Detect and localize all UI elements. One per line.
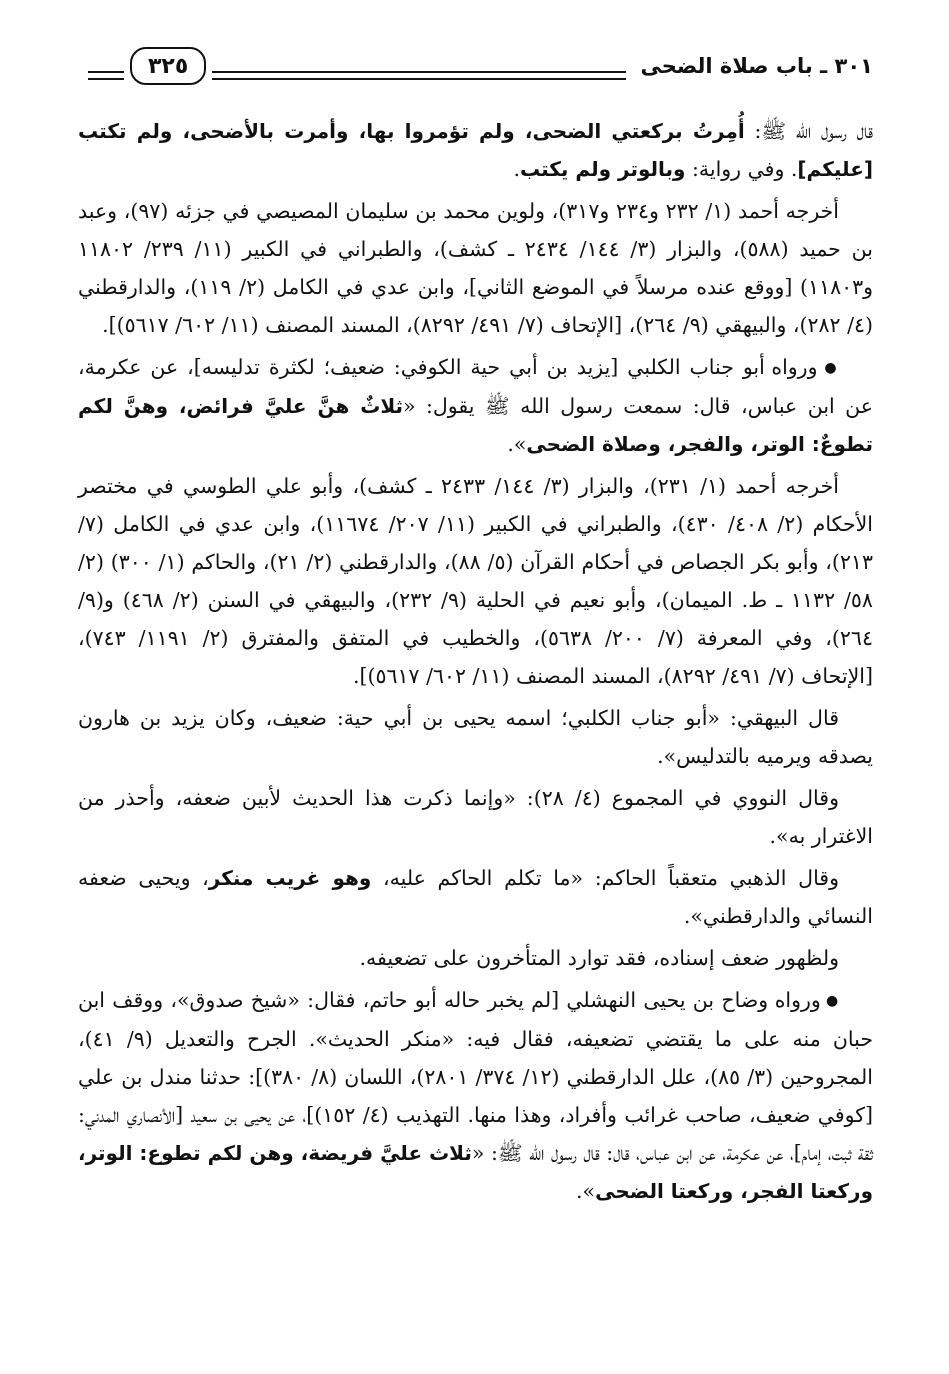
text-run: ، ويحيى ضعفه النسائي والدارقطني». bbox=[78, 866, 873, 928]
text-run: قال رسول الله ﷺ: bbox=[744, 119, 873, 143]
bold-text: وبالوتر ولم يكتب bbox=[519, 157, 686, 181]
chapter-title: ٣٠١ ـ باب صلاة الضحى bbox=[640, 54, 873, 78]
header-rule bbox=[212, 71, 626, 80]
bold-text: ثلاثٌ هنَّ عليَّ فرائض، وهنَّ لكم تطوعٌ: الوتر، والفجر، وصلاة الضحى bbox=[78, 394, 873, 456]
bold-text: وهو غريب منكر bbox=[208, 866, 372, 890]
paragraph-p1 bbox=[78, 112, 873, 188]
bullet-marker: ● bbox=[820, 993, 839, 1009]
text-run: أخرجه أحمد (١/ ٢٣١)، والبزار (٣/ ١٤٤/ ٢٤٣٣ ـ كشف)، وأبو علي الطوسي في مختصر الأحكام (٢/ ٤٠٨/ ٤٣٠)، والطبراني في الكبير (١١/ ٢٠٧/ ١١٦٧٤)، وابن عدي في الكامل (٧/ ٢١٣)، وأبو بكر الجصاص في أحكام القرآن (٥/ ٨٨)، والدارقطني (٢/ ٢١)، والحاكم (١/ ٣٠٠) (٢/ ٥٨/ ١١٣٢ ـ ط. الميمان)، وأبو نعيم في الحلية (٩/ ٢٣٢)، والبيهقي في السنن (٢/ ٤٦٨) و(٩/ ٢٦٤)، وفي المعرفة (٧/ ٢٠٠/ ٥٦٣٨)، والخطيب في المتفق والمفترق (٢/ ١١٩١/ ٧٤٣)، [الإتحاف (٧/ ٤٩١/ ٨٢٩٢)، المسند المصنف (١١/ ٦٠٢/ ٥٦١٧)]. bbox=[78, 474, 874, 688]
text-run: ». bbox=[576, 1179, 596, 1203]
paragraph-p4 bbox=[78, 467, 873, 695]
paragraph-p5 bbox=[78, 699, 873, 775]
text-run: ورواه وضاح بن يحيى النهشلي [لم يخبر حاله أبو حاتم، فقال: «شيخ صدوق»، ووقف ابن حبان منه على ما يقتضي تضعيفه، فقال فيه: «منكر الحديث». الجرح والتعديل (٩/ ٤١)، المجروحين (٣/ ٨٥)، علل الدارقطني (١٢/ ٣٧٤/ ٢٨٠١)، اللسان (٨/ ٣٨٠)]: حدثنا مندل بن علي [كوفي ضعيف، صاحب غرائب وأفراد، وهذا منها. التهذيب (٤/ ١٥٢)]، عن يحيى بن سعيد [الأنصاري المدني: ثقة ثبت، إمام]، عن عكرمة، عن ابن عباس، قال: قال رسول الله ﷺ: « bbox=[78, 988, 873, 1165]
page-header bbox=[88, 44, 873, 88]
text-run: ». bbox=[507, 432, 527, 456]
bold-text: أُمِرتُ بركعتي الضحى، ولم تؤمروا بها، وأمرت بالأضحى، ولم تكتب [عليكم] bbox=[78, 119, 873, 181]
paragraph-p3 bbox=[78, 348, 873, 463]
page-number: ٣٢٥ bbox=[130, 47, 206, 85]
text-run: قال البيهقي: «أبو جناب الكلبي؛ اسمه يحيى بن أبي حية: ضعيف، وكان يزيد بن هارون يصدقه ويرميه بالتدليس». bbox=[78, 706, 873, 768]
text-run: ولظهور ضعف إسناده، فقد توارد المتأخرون على تضعيفه. bbox=[359, 946, 839, 970]
text-run: . bbox=[513, 157, 520, 181]
paragraph-p7 bbox=[78, 859, 873, 935]
text-run: أخرجه أحمد (١/ ٢٣٢ و٢٣٤ و٣١٧)، ولوين محمد بن سليمان المصيصي في جزئه (٩٧)، وعبد بن حميد (٥٨٨)، والبزار (٣/ ١٤٤/ ٢٤٣٤ ـ كشف)، والطبراني في الكبير (١١/ ٢٣٩/ ١١٨٠٢ و١١٨٠٣) [ووقع عنده مرسلاً في الموضع الثاني]، وابن عدي في الكامل (٢/ ١١٩)، والدارقطني (٤/ ٢٨٢)، والبيهقي (٩/ ٢٦٤)، [الإتحاف (٧/ ٤٩١/ ٨٢٩٢)، المسند المصنف (١١/ ٦٠٢/ ٥٦١٧)]. bbox=[78, 199, 874, 337]
bold-text: ثلاث عليَّ فريضة، وهن لكم تطوع: الوتر، وركعتا الفجر، وركعتا الضحى bbox=[78, 1141, 873, 1203]
paragraph-p2 bbox=[78, 192, 873, 344]
paragraph-p9 bbox=[78, 981, 873, 1210]
paragraph-p8 bbox=[78, 939, 873, 977]
paragraph-p6 bbox=[78, 779, 873, 855]
text-run: ورواه أبو جناب الكلبي [يزيد بن أبي حية الكوفي: ضعيف؛ لكثرة تدليسه]، عن عكرمة، عن ابن عباس، قال: سمعت رسول الله ﷺ يقول: « bbox=[78, 355, 873, 418]
text-run: وقال الذهبي متعقباً الحاكم: «ما تكلم الحاكم عليه، bbox=[371, 866, 840, 890]
bullet-marker: ● bbox=[817, 360, 839, 376]
text-run: . وفي رواية: bbox=[685, 157, 798, 181]
text-run: وقال النووي في المجموع (٤/ ٢٨): «وإنما ذكرت هذا الحديث لأبين ضعفه، وأحذر من الاغترار به». bbox=[78, 786, 873, 848]
page-body bbox=[78, 112, 873, 1214]
header-rule-short bbox=[88, 71, 124, 80]
